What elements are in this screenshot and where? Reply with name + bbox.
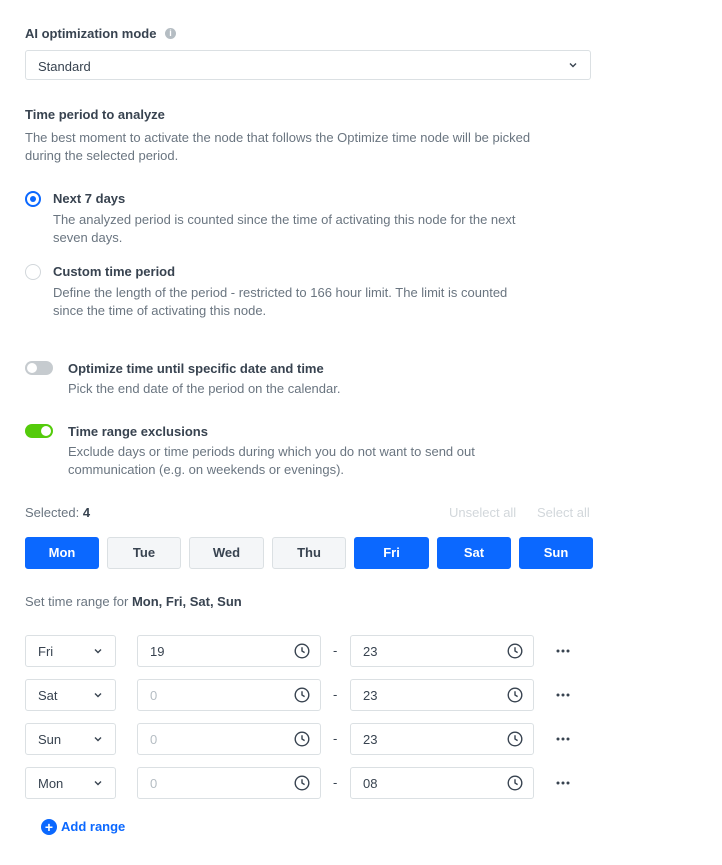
range-to-value: 23 bbox=[363, 732, 378, 747]
day-button-tue[interactable]: Tue bbox=[107, 537, 181, 569]
range-separator: - bbox=[333, 643, 338, 658]
range-to-value: 08 bbox=[363, 776, 378, 791]
radio-next-7-days-desc: The analyzed period is counted since the time of activating this node for the next seven days. bbox=[53, 212, 516, 245]
toggle-optimize-until-date-desc: Pick the end date of the period on the calendar. bbox=[68, 381, 341, 396]
clock-icon[interactable] bbox=[294, 643, 310, 659]
clock-icon[interactable] bbox=[507, 643, 523, 659]
range-to-input[interactable] bbox=[350, 679, 534, 711]
day-button-thu[interactable]: Thu bbox=[272, 537, 346, 569]
toggle-time-range-exclusions-desc: Exclude days or time periods during which you do not want to send out communication (e.g. on weekends or evenings). bbox=[68, 444, 475, 477]
range-from-placeholder: 0 bbox=[150, 732, 158, 747]
range-from-placeholder: 0 bbox=[150, 776, 158, 791]
chevron-down-icon bbox=[568, 60, 578, 70]
range-from-input[interactable] bbox=[137, 723, 321, 755]
clock-icon[interactable] bbox=[294, 687, 310, 703]
clock-icon[interactable] bbox=[294, 775, 310, 791]
toggle-time-range-exclusions[interactable] bbox=[25, 424, 53, 438]
more-options-icon[interactable] bbox=[555, 648, 571, 654]
radio-next-7-days[interactable] bbox=[25, 191, 41, 207]
clock-icon[interactable] bbox=[507, 731, 523, 747]
chevron-down-icon bbox=[93, 646, 103, 656]
range-to-value: 23 bbox=[363, 644, 378, 659]
range-separator: - bbox=[333, 775, 338, 790]
ai-mode-value: Standard bbox=[38, 59, 91, 74]
chevron-down-icon bbox=[93, 778, 103, 788]
unselect-all-link[interactable]: Unselect all bbox=[449, 505, 517, 520]
toggle-optimize-until-date-label: Optimize time until specific date and time bbox=[68, 361, 324, 376]
day-button-mon[interactable]: Mon bbox=[25, 537, 99, 569]
range-day-value: Mon bbox=[38, 776, 64, 791]
radio-custom-time-period-desc: Define the length of the period - restricted to 166 hour limit. The limit is counted since the time of activating this node. bbox=[53, 285, 508, 318]
range-day-select[interactable] bbox=[25, 635, 116, 667]
range-from-input[interactable] bbox=[137, 635, 321, 667]
radio-custom-time-period[interactable] bbox=[25, 264, 41, 280]
range-day-value: Sun bbox=[38, 732, 62, 747]
day-button-fri[interactable]: Fri bbox=[354, 537, 429, 569]
range-day-select[interactable] bbox=[25, 767, 116, 799]
time-period-heading: Time period to analyze bbox=[25, 107, 165, 122]
range-separator: - bbox=[333, 687, 338, 702]
chevron-down-icon bbox=[93, 690, 103, 700]
more-options-icon[interactable] bbox=[555, 780, 571, 786]
ai-mode-select[interactable] bbox=[25, 50, 591, 80]
add-range-label: Add range bbox=[61, 819, 126, 834]
day-button-sun[interactable]: Sun bbox=[519, 537, 593, 569]
range-day-select[interactable] bbox=[25, 679, 116, 711]
plus-icon: + bbox=[41, 819, 57, 835]
range-from-input[interactable] bbox=[137, 679, 321, 711]
range-to-input[interactable] bbox=[350, 635, 534, 667]
toggle-time-range-exclusions-label: Time range exclusions bbox=[68, 424, 208, 439]
range-from-placeholder: 0 bbox=[150, 688, 158, 703]
range-header: Set time range for Mon, Fri, Sat, Sun bbox=[25, 594, 242, 609]
range-to-input[interactable] bbox=[350, 767, 534, 799]
range-from-input[interactable] bbox=[137, 767, 321, 799]
chevron-down-icon bbox=[93, 734, 103, 744]
day-button-sat[interactable]: Sat bbox=[437, 537, 511, 569]
more-options-icon[interactable] bbox=[555, 692, 571, 698]
radio-custom-time-period-label[interactable]: Custom time period bbox=[53, 264, 176, 279]
day-button-wed[interactable]: Wed bbox=[189, 537, 264, 569]
info-icon[interactable]: i bbox=[165, 28, 176, 39]
selected-count: Selected: 4 bbox=[25, 505, 91, 520]
clock-icon[interactable] bbox=[507, 775, 523, 791]
range-day-value: Sat bbox=[38, 688, 58, 703]
range-to-input[interactable] bbox=[350, 723, 534, 755]
range-to-value: 23 bbox=[363, 688, 378, 703]
clock-icon[interactable] bbox=[294, 731, 310, 747]
more-options-icon[interactable] bbox=[555, 736, 571, 742]
select-all-link[interactable]: Select all bbox=[537, 505, 590, 520]
radio-next-7-days-label[interactable]: Next 7 days bbox=[53, 191, 126, 206]
range-separator: - bbox=[333, 731, 338, 746]
range-day-value: Fri bbox=[38, 644, 54, 659]
range-day-select[interactable] bbox=[25, 723, 116, 755]
range-from-value: 19 bbox=[150, 644, 165, 659]
ai-mode-label: AI optimization mode bbox=[25, 26, 157, 41]
toggle-optimize-until-date[interactable] bbox=[25, 361, 53, 375]
clock-icon[interactable] bbox=[507, 687, 523, 703]
time-period-description: The best moment to activate the node that follows the Optimize time node will be picked during the selected period. bbox=[25, 130, 531, 163]
